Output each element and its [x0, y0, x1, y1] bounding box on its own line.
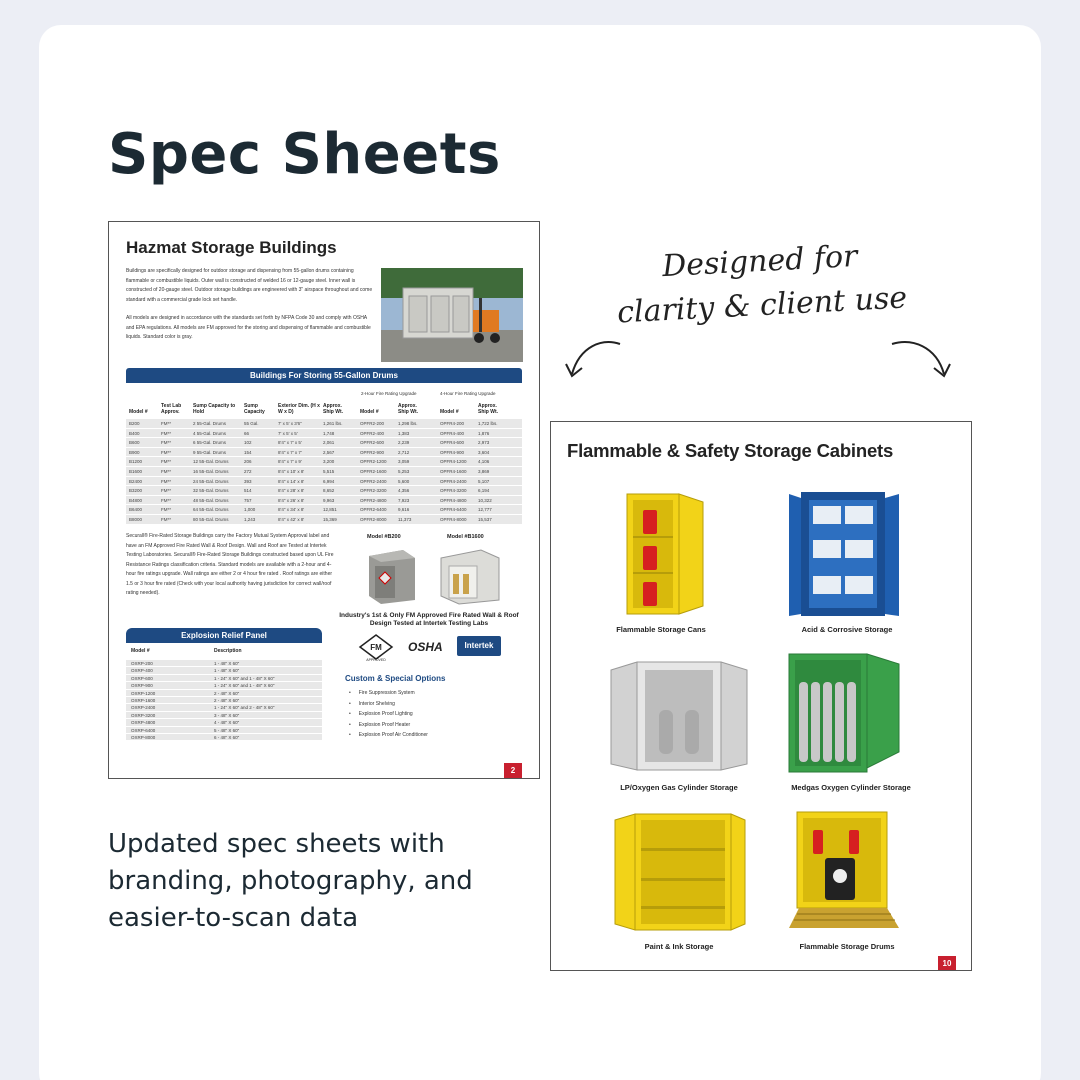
cabinet-photo-acid-corrosive [787, 490, 901, 618]
table-cell: FM** [161, 516, 171, 522]
table-cell: 5,107 [478, 478, 490, 484]
table-cell: FM** [161, 430, 171, 436]
table-cell: OXRP-400 [131, 668, 153, 674]
fm-approval-text: Industry's 1st & Only FM Approved Fire Rated Wall & Roof Design Tested at Intertek Testing Labs [339, 612, 519, 627]
sheet-title: Flammable & Safety Storage Cabinets [567, 440, 894, 461]
table-cell: 154 [244, 449, 252, 455]
table-cell: 206 [244, 459, 252, 465]
table-cell: 1 - 48" X 60" [214, 661, 240, 666]
explosion-table [126, 660, 322, 741]
table-cell: OPFR4-8000 [440, 516, 467, 522]
table-cell: 514 [244, 488, 252, 494]
table-cell: 1 - 24" X 60" and 1 - 48" X 60" [214, 675, 275, 681]
sheet-title: Hazmat Storage Buildings [126, 238, 337, 257]
table-cell: 12,851 [323, 507, 337, 513]
table-cell: 80 55-Gal. Drums [193, 516, 229, 522]
table-cell: OPFR2-900 [360, 449, 385, 455]
table-cell: 2,712 [398, 449, 410, 455]
table-cell: B3200 [129, 488, 143, 494]
table-cell: 5,253 [398, 468, 410, 474]
options-list [349, 690, 428, 743]
table-cell: 4,106 [478, 459, 490, 465]
table-cell: 6,194 [478, 488, 490, 494]
table-cell: 1,000 [244, 507, 256, 513]
table-cell: OPFR4-1200 [440, 459, 467, 465]
table-cell: OPFR4-4800 [440, 497, 467, 503]
table-cell: 8'4" x 26' x 8' [278, 497, 305, 503]
spec-sheet-cabinets [550, 421, 972, 971]
table-cell: 2,567 [323, 449, 335, 455]
table-cell: 4,356 [398, 488, 410, 494]
table-cell: OXRP-4800 [131, 720, 156, 726]
table-cell: 5,515 [323, 468, 335, 474]
th-ship-wt-4hr: Approx. Ship Wt. [478, 403, 498, 415]
cabinet-photo-medgas [787, 652, 903, 774]
table-row [126, 438, 522, 448]
table-cell: 16 55-Gal. Drums [193, 468, 229, 474]
table-cell: 4 - 48" X 60" [214, 720, 240, 726]
table-cell: 6,994 [323, 478, 335, 484]
table-cell: 9,963 [323, 497, 335, 503]
table-cell: OPFR2-2400 [360, 478, 387, 484]
table-cell: 1,876 [478, 430, 490, 436]
spec-sheet-hazmat [108, 221, 540, 779]
explosion-table-row [126, 675, 322, 682]
page-number-badge: 2 [504, 763, 522, 779]
cabinet-label-flammable-cans: Flammable Storage Cans [616, 625, 706, 634]
table-cell: FM** [161, 459, 171, 465]
table-cell: 48 55-Gal. Drums [193, 497, 229, 503]
th-ship-wt-2hr: Approx. Ship Wt. [398, 403, 418, 415]
table-row [126, 515, 522, 525]
table-cell: B1200 [129, 459, 143, 465]
cabinet-label-paint-ink: Paint & Ink Storage [644, 942, 714, 951]
table-cell: 7,923 [398, 497, 410, 503]
option-item: • Explosion Proof Heater [349, 722, 428, 733]
table-cell: OPFR4-900 [440, 449, 465, 455]
fm-logo-subtext: APPROVED [366, 658, 386, 662]
table-cell: FM** [161, 507, 171, 513]
explosion-table-row [126, 667, 322, 674]
table-cell: 64 55-Gal. Drums [193, 507, 229, 513]
table-cell: OXRP-3200 [131, 712, 156, 718]
table-cell: 2 - 48" X 60" [214, 690, 240, 696]
table-cell: OPFR4-2400 [440, 478, 467, 484]
table-cell: FM** [161, 488, 171, 494]
table-cell: 8,652 [323, 488, 335, 494]
explosion-table-row [126, 704, 322, 711]
table-cell: B400 [129, 430, 140, 436]
model-b1600-photo [437, 544, 503, 606]
table-cell: OPFR4-6400 [440, 507, 467, 513]
table-cell: B200 [129, 421, 140, 426]
table-cell: 3,869 [478, 468, 490, 474]
table-row [126, 505, 522, 515]
explosion-table-row [126, 690, 322, 697]
table-title-bar: Buildings For Storing 55-Gallon Drums [126, 368, 522, 383]
building-photo [381, 268, 523, 362]
table-cell: FM** [161, 497, 171, 503]
table-cell: 1 - 48" X 60" [214, 668, 240, 674]
table-cell: OPFR2-600 [360, 440, 385, 446]
handwritten-line-1: Designed for [661, 238, 859, 285]
explosion-panel-title-bar: Explosion Relief Panel [126, 628, 322, 643]
table-cell: 2,239 [398, 440, 410, 446]
table-cell: 3,200 [323, 459, 335, 465]
table-cell: 1 - 24" X 60" and 1 - 48" X 60" [214, 683, 275, 689]
th-ship-wt: Approx. Ship Wt. [323, 403, 343, 415]
intertek-logo: Intertek [457, 636, 501, 656]
upgrade-2hr-label: 2-Hour Fire Rating Upgrade [361, 391, 417, 396]
table-cell: OPFR4-200 [440, 421, 465, 426]
table-cell: 2 - 48" X 60" [214, 697, 240, 703]
table-row [126, 486, 522, 496]
table-cell: B900 [129, 449, 140, 455]
caption-text: Updated spec sheets with branding, photography, and easier-to-scan data [108, 829, 473, 933]
table-cell: OPFR2-3200 [360, 488, 387, 494]
model-b200-label: Model #B200 [367, 534, 401, 540]
cabinet-label-lp-gas: LP/Oxygen Gas Cylinder Storage [620, 783, 738, 792]
arrow-right-icon [888, 336, 954, 384]
table-cell: 8'4" x 28' x 8' [278, 488, 305, 494]
explosion-table-row [126, 727, 322, 734]
table-cell: 8'4" x 10' x 8' [278, 468, 305, 474]
table-cell: OPFR2-1200 [360, 459, 387, 465]
table-cell: OXRP-200 [131, 661, 153, 666]
table-cell: B4800 [129, 497, 143, 503]
fm-logo-text: FM [370, 643, 382, 652]
table-cell: 272 [244, 468, 252, 474]
ex-th-model: Model # [131, 648, 150, 654]
cabinet-photo-flammable-cans [625, 492, 707, 616]
table-cell: OXRP-600 [131, 675, 153, 681]
explosion-table-row [126, 734, 322, 741]
table-cell: 1,748 [323, 430, 335, 436]
table-cell: 3,059 [398, 459, 410, 465]
table-cell: 55 Gal. [244, 421, 259, 426]
th-model-4hr: Model # [440, 409, 459, 415]
table-cell: 1,243 [244, 516, 256, 522]
table-cell: 1,722 lbs. [478, 421, 498, 426]
table-cell: 2,973 [478, 440, 490, 446]
table-cell: 4 55-Gal. Drums [193, 430, 227, 436]
table-cell: 8'4" x 7' x 7' [278, 449, 302, 455]
th-model: Model # [129, 409, 148, 415]
table-cell: 9 55-Gal. Drums [193, 449, 227, 455]
table-cell: OPFR4-1600 [440, 468, 467, 474]
table-cell: 1,261 lbs. [323, 421, 343, 426]
table-cell: FM** [161, 440, 171, 446]
table-cell: B2400 [129, 478, 143, 484]
table-cell: OPFR2-8000 [360, 516, 387, 522]
cabinet-label-medgas: Medgas Oxygen Cylinder Storage [791, 783, 911, 792]
table-cell: 3,604 [478, 449, 490, 455]
table-row [126, 457, 522, 467]
table-cell: 32 55-Gal. Drums [193, 488, 229, 494]
table-cell: 9,616 [398, 507, 410, 513]
table-cell: OPFR2-6400 [360, 507, 387, 513]
table-row [126, 419, 522, 429]
th-test-lab: Test Lab Approv. [161, 403, 182, 415]
table-cell: 6 55-Gal. Drums [193, 440, 227, 446]
th-model-2hr: Model # [360, 409, 379, 415]
table-row [126, 448, 522, 458]
table-cell: 8'4" x 14' x 8' [278, 478, 305, 484]
arrow-left-icon [562, 336, 624, 384]
table-cell: B8000 [129, 516, 143, 522]
table-cell: 8'4" x 7' x 9' [278, 459, 302, 465]
table-cell: OXRP-900 [131, 683, 153, 689]
cabinet-label-acid-corrosive: Acid & Corrosive Storage [801, 625, 893, 634]
table-cell: 393 [244, 478, 252, 484]
table-cell: OXRP-6400 [131, 727, 156, 733]
table-cell: FM** [161, 421, 171, 426]
fire-rating-text: Securall® Fire-Rated Storage Buildings carry the Factory Mutual System Approval label and have an FM Approved Fire Rated Wall & Roof Design. Wall and Roof are Tested at Intertek Testing Laboratories. Securall® Fire-Rated Storage Buildings constructed based upon UL Fire Resistance Ratings classification criteria. Standard models are available with a 2-hour and 4-hour fire ratings upgrade. Wall ratings are either 2 or 4 hour fire rated . Roof ratings are either 1.5 or 3 hour fire rated (Check with your local authority having jurisdiction for correct wall/roof rating needed). [126, 533, 334, 596]
th-sump-capacity: Sump Capacity [244, 403, 265, 415]
table-cell: OPFR4-3200 [440, 488, 467, 494]
table-cell: OPFR4-400 [440, 430, 465, 436]
table-cell: 15,369 [323, 516, 337, 522]
table-row [126, 467, 522, 477]
table-cell: OPFR2-200 [360, 421, 385, 426]
table-cell: OPFR2-400 [360, 430, 385, 436]
cabinet-label-flammable-drums: Flammable Storage Drums [799, 942, 895, 951]
table-cell: 757 [244, 497, 252, 503]
osha-logo: OSHA [408, 640, 443, 654]
table-cell: 1,298 lbs. [398, 421, 418, 426]
table-cell: 15,537 [478, 516, 492, 522]
th-sump-hold: Sump Capacity to Hold [193, 403, 236, 415]
table-row [126, 477, 522, 487]
explosion-table-row [126, 719, 322, 726]
option-item: • Explosion Proof Air Conditioner [349, 732, 428, 743]
table-header [126, 387, 522, 419]
th-exterior-dim: Exterior Dim. (H x W x D) [278, 403, 320, 415]
table-cell: B600 [129, 440, 140, 446]
table-cell: 66 [244, 430, 250, 436]
table-cell: OXRP-8000 [131, 734, 156, 740]
explosion-table-row [126, 682, 322, 689]
intro-text [126, 267, 376, 343]
table-cell: FM** [161, 449, 171, 455]
fm-approved-logo [358, 634, 394, 662]
page-number-badge: 10 [938, 956, 956, 971]
table-cell: 8'4" x 42' x 8' [278, 516, 305, 522]
table-cell: 3 - 48" X 60" [214, 712, 240, 718]
upgrade-4hr-label: 4-Hour Fire Rating Upgrade [440, 391, 496, 396]
cabinet-photo-paint-ink [613, 812, 747, 932]
explosion-table-row [126, 660, 322, 667]
options-title: Custom & Special Options [345, 674, 446, 683]
drum-table [126, 419, 522, 525]
intro-paragraph-1: Buildings are specifically designed for outdoor storage and dispensing from 55-gallon drums containing flammable or combustible liquids. Outer wall is constructed of welded 16 or 12-gauge steel. Inner wall is constructed of 20-gauge steel. Outdoor storage buildings are engineered with 3" airspace throughout and come standard with a commercial grade lock set handle. [126, 268, 373, 303]
cabinet-photo-lp-gas [609, 660, 749, 776]
table-cell: 7' x 5' x 5' [278, 430, 298, 436]
explosion-table-row [126, 697, 322, 704]
table-cell: 1,383 [398, 430, 410, 436]
table-cell: B1600 [129, 468, 143, 474]
table-cell: 6 - 48" X 60" [214, 734, 240, 740]
model-b200-photo [363, 544, 419, 606]
table-cell: 12,777 [478, 507, 492, 513]
table-cell: 24 55-Gal. Drums [193, 478, 229, 484]
table-cell: 10,322 [478, 497, 492, 503]
table-cell: 5 - 48" X 60" [214, 727, 240, 733]
table-cell: 7' x 5' x 3'6" [278, 421, 302, 426]
page-title: Spec Sheets [108, 122, 501, 187]
cabinet-photo-flammable-drums [789, 810, 901, 932]
table-cell: 11,373 [398, 516, 412, 522]
table-cell: 2 55-Gal. Drums [193, 421, 227, 426]
table-cell: OXRP-2400 [131, 705, 156, 711]
table-cell: OPFR4-600 [440, 440, 465, 446]
option-item: • Interior Shelving [349, 701, 428, 712]
model-b1600-label: Model #B1600 [447, 534, 484, 540]
table-cell: FM** [161, 468, 171, 474]
table-cell: B6400 [129, 507, 143, 513]
table-cell: OPFR2-1600 [360, 468, 387, 474]
table-cell: 102 [244, 440, 252, 446]
table-cell: OPFR2-4800 [360, 497, 387, 503]
table-cell: 8'4" x 7' x 5' [278, 440, 302, 446]
intro-paragraph-2: All models are designed in accordance with the standards set forth by NFPA Code 30 and comply with OSHA and EPA regulations. All models are FM approved for the storing and dispensing of flammable and combustible liquids. Standard color is gray. [126, 315, 371, 340]
table-cell: 12 55-Gal. Drums [193, 459, 229, 465]
table-cell: FM** [161, 478, 171, 484]
table-cell: 8'4" x 34' x 8' [278, 507, 305, 513]
explosion-table-row [126, 712, 322, 719]
table-cell: 5,600 [398, 478, 410, 484]
table-cell: 2,061 [323, 440, 335, 446]
ex-th-description: Description [214, 648, 242, 654]
option-item: • Explosion Proof Lighting [349, 711, 428, 722]
table-cell: OXRP-1600 [131, 697, 156, 703]
option-item: • Fire Suppression System [349, 690, 428, 701]
table-row [126, 496, 522, 506]
handwritten-note [594, 231, 928, 336]
handwritten-line-2: clarity & client use [616, 280, 908, 331]
table-cell: 1 - 24" X 60" and 2 - 48" X 60" [214, 705, 275, 711]
table-row [126, 429, 522, 439]
table-cell: OXRP-1200 [131, 690, 156, 696]
